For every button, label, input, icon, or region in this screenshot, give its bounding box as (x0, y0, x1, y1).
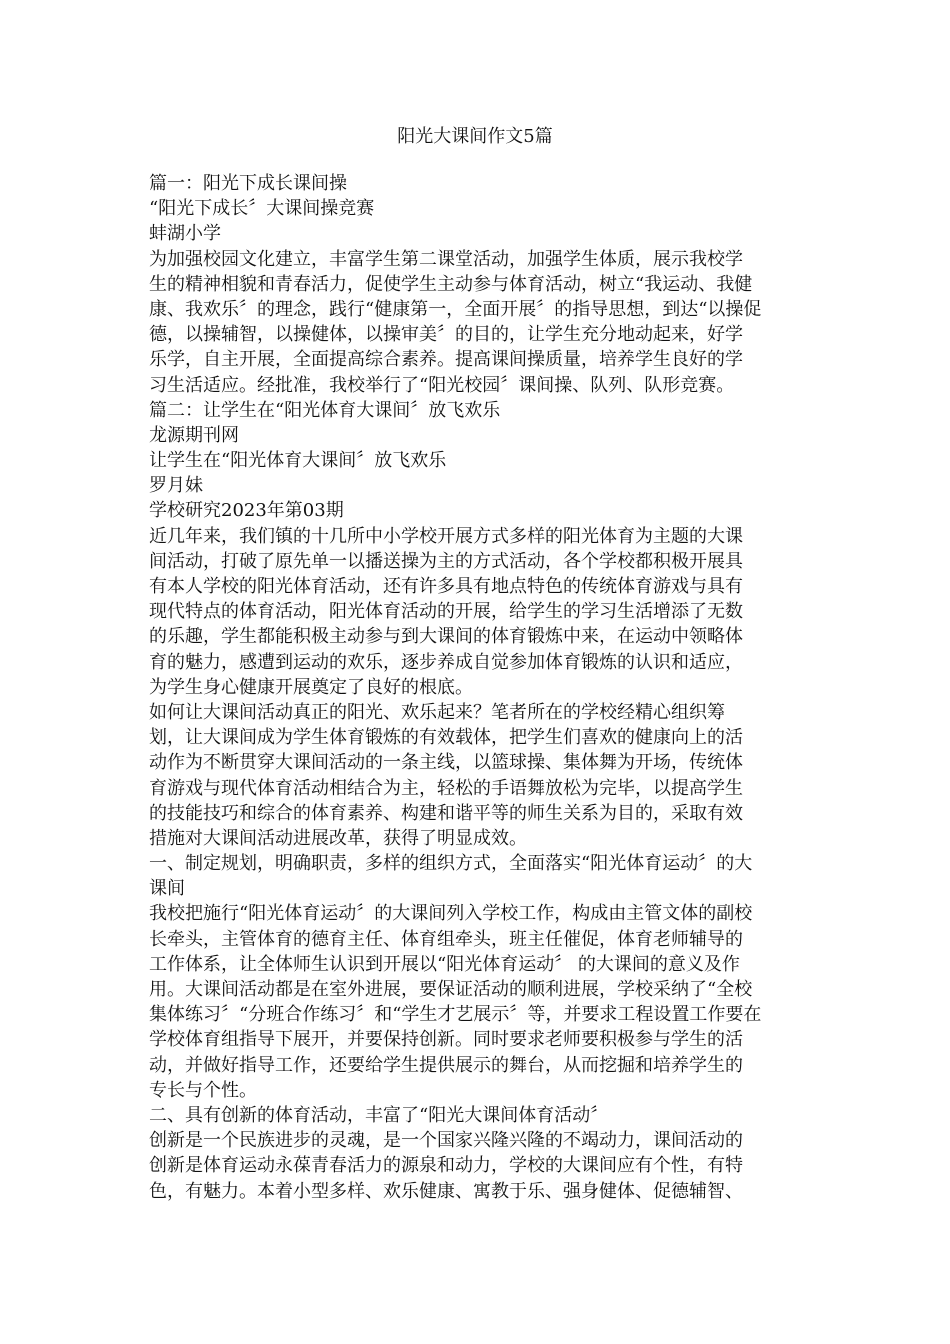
text-line: 学校体育组指导下展开，并要保持创新。同时要求老师要积极参与学生的活 (149, 1029, 743, 1051)
text-line: 的技能技巧和综合的体育素养、构建和谐平等的师生关系为目的，采取有效 (149, 802, 743, 824)
text-line: 长牵头，主管体育的德育主任、体育组牵头，班主任催促，体育老师辅导的 (149, 928, 743, 950)
document-title: 阳光大课间作文5篇 (397, 126, 553, 147)
text-line: 用。大课间活动都是在室外进展，要保证活动的顺利进展，学校采纳了“全校 (149, 979, 753, 1000)
text-line: “阳光下成长〞大课间操竞赛 (149, 198, 375, 220)
text-line: 习生活适应。经批准，我校举行了“阳光校园〞课间操、队列、队形竞赛。 (149, 374, 735, 396)
text-line: 乐学，自主开展，全面提高综合素养。提高课间操质量，培养学生良好的学 (149, 349, 743, 371)
text-line: 现代特点的体育活动，阳光体育活动的开展，给学生的学习生活增添了无数 (149, 601, 743, 623)
text-line: 育游戏与现代体育活动相结合为主，轻松的手语舞放松为完毕，以提高学生 (149, 777, 743, 799)
text-line: 篇二：让学生在“阳光体育大课间〞放飞欢乐 (149, 399, 501, 421)
text-line: 为学生身心健康开展奠定了良好的根底。 (149, 676, 473, 698)
text-line: 创新是体育运动永葆青春活力的源泉和动力，学校的大课间应有个性，有特 (149, 1155, 743, 1177)
text-line: 创新是一个民族进步的灵魂，是一个国家兴隆兴隆的不竭动力，课间活动的 (149, 1130, 743, 1152)
text-line: 色，有魅力。本着小型多样、欢乐健康、寓教于乐、强身健体、促德辅智、 (149, 1180, 743, 1202)
text-line: 间活动，打破了原先单一以播送操为主的方式活动，各个学校都积极开展具 (149, 550, 743, 572)
text-line: 一、制定规划，明确职责，多样的组织方式，全面落实“阳光体育运动〞的大 (149, 853, 753, 875)
text-line: 课间 (149, 878, 185, 900)
text-line: 育的魅力，感遭到运动的欢乐，逐步养成自觉参加体育锻炼的认识和适应， (149, 651, 743, 673)
text-line: 如何让大课间活动真正的阳光、欢乐起来？笔者所在的学校经精心组织筹 (149, 701, 725, 723)
text-line: 集体练习〞“分班合作练习〞和“学生才艺展示〞等，并要求工程设置工作要在 (149, 1004, 762, 1026)
text-line: 罗月妹 (149, 475, 203, 497)
text-line: 划，让大课间成为学生体育锻炼的有效载体，把学生们喜欢的健康向上的活 (149, 727, 743, 749)
text-line: 近几年来，我们镇的十几所中小学校开展方式多样的阳光体育为主题的大课 (149, 525, 743, 547)
text-line: 的乐趣，学生都能积极主动参与到大课间的体育锻炼中来，在运动中领略体 (149, 626, 743, 648)
text-line: 二、具有创新的体育活动，丰富了“阳光大课间体育活动〞 (149, 1104, 609, 1126)
text-line: 工作体系，让全体师生认识到开展以“阳光体育运动〞 的大课间的意义及作 (149, 953, 740, 975)
text-line: 康、我欢乐〞的理念，践行“健康第一，全面开展〞的指导思想，到达“以操促 (149, 298, 762, 320)
text-line: 为加强校园文化建立，丰富学生第二课堂活动，加强学生体质，展示我校学 (149, 248, 743, 270)
document-body (149, 171, 799, 1204)
text-line: 学校研究2023年第03期 (149, 500, 344, 522)
text-line: 动作为不断贯穿大课间活动的一条主线，以篮球操、集体舞为开场，传统体 (149, 752, 743, 774)
text-line: 动，并做好指导工作，还要给学生提供展示的舞台，从而挖掘和培养学生的 (149, 1054, 743, 1076)
text-line: 蚌湖小学 (149, 223, 221, 245)
text-line: 我校把施行“阳光体育运动〞的大课间列入学校工作，构成由主管文体的副校 (149, 903, 753, 925)
text-line: 措施对大课间活动进展改革，获得了明显成效。 (149, 827, 527, 849)
text-line: 让学生在“阳光体育大课间〞放飞欢乐 (149, 450, 447, 472)
text-line: 德，以操辅智，以操健体，以操审美〞的目的，让学生充分地动起来，好学 (149, 324, 743, 346)
text-line: 有本人学校的阳光体育活动，还有许多具有地点特色的传统体育游戏与具有 (149, 576, 743, 597)
text-line: 龙源期刊网 (149, 424, 239, 446)
text-line: 专长与个性。 (149, 1079, 257, 1101)
text-line: 篇一：阳光下成长课间操 (149, 173, 347, 194)
text-line: 生的精神相貌和青春活力，促使学生主动参与体育活动，树立“我运动、我健 (149, 273, 753, 295)
